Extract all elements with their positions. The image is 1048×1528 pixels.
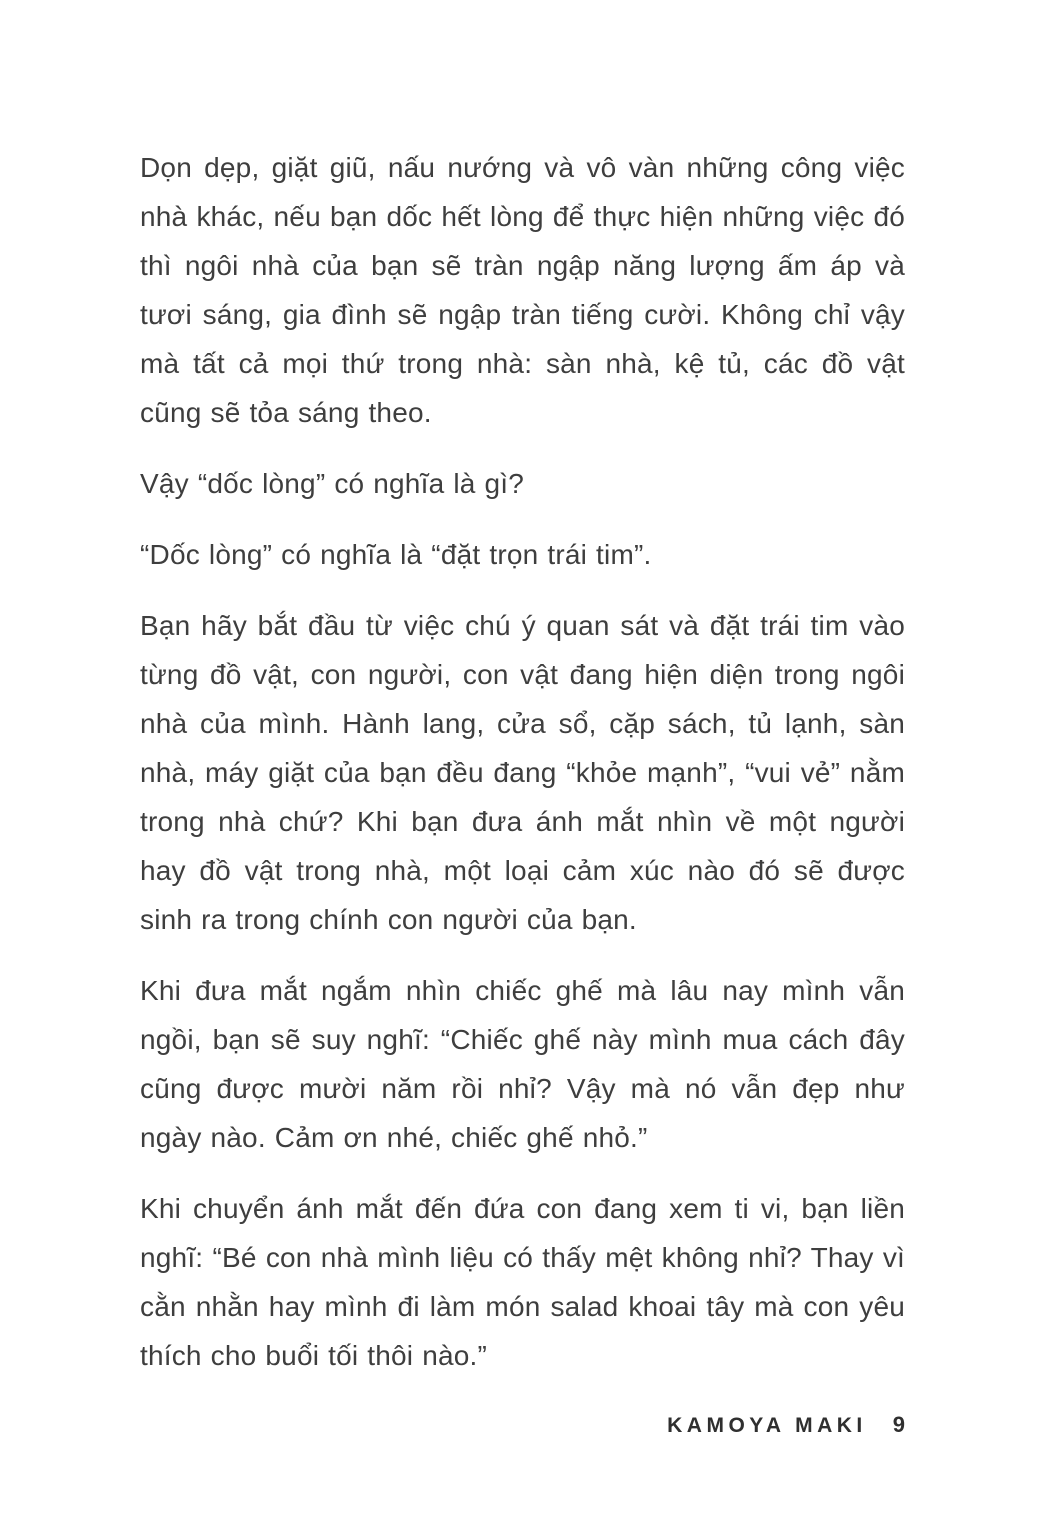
author-name: KAMOYA MAKI	[667, 1414, 867, 1437]
paragraph-4: Bạn hãy bắt đầu từ việc chú ý quan sát và đặt trái tim vào từng đồ vật, con người, con vật đang hiện diện trong ngôi nhà của mình. Hành lang, cửa sổ, cặp sách, tủ lạnh, sàn nhà, máy giặt của bạn đều đang “khỏe mạnh”, “vui vẻ” nằm trong nhà chứ? Khi bạn đưa ánh mắt nhìn về một người hay đồ vật trong nhà, một loại cảm xúc nào đó sẽ được sinh ra trong chính con người của bạn.	[140, 610, 905, 935]
paragraph-5: Khi đưa mắt ngắm nhìn chiếc ghế mà lâu nay mình vẫn ngồi, bạn sẽ suy nghĩ: “Chiếc ghế này mình mua cách đây cũng được mười năm rồi nhỉ? Vậy mà nó vẫn đẹp như ngày nào. Cảm ơn nhé, chiếc ghế nhỏ.”	[140, 975, 905, 1153]
paragraph-1: Dọn dẹp, giặt giũ, nấu nướng và vô vàn những công việc nhà khác, nếu bạn dốc hết lòng để thực hiện những việc đó thì ngôi nhà của bạn sẽ tràn ngập năng lượng ấm áp và tươi sáng, gia đình sẽ ngập tràn tiếng cười. Không chỉ vậy mà tất cả mọi thứ trong nhà: sàn nhà, kệ tủ, các đồ vật cũng sẽ tỏa sáng theo.	[140, 152, 905, 428]
page-footer	[140, 1412, 905, 1438]
paragraph-6: Khi chuyển ánh mắt đến đứa con đang xem ti vi, bạn liền nghĩ: “Bé con nhà mình liệu có thấy mệt không nhỉ? Thay vì cằn nhằn hay mình đi làm món salad khoai tây mà con yêu thích cho buổi tối thôi nào.”	[140, 1193, 905, 1371]
paragraph-2: Vậy “dốc lòng” có nghĩa là gì?	[140, 468, 525, 499]
page-number: 9	[892, 1412, 905, 1437]
page-content	[140, 143, 905, 1380]
paragraph-3: “Dốc lòng” có nghĩa là “đặt trọn trái tim”.	[140, 539, 652, 570]
